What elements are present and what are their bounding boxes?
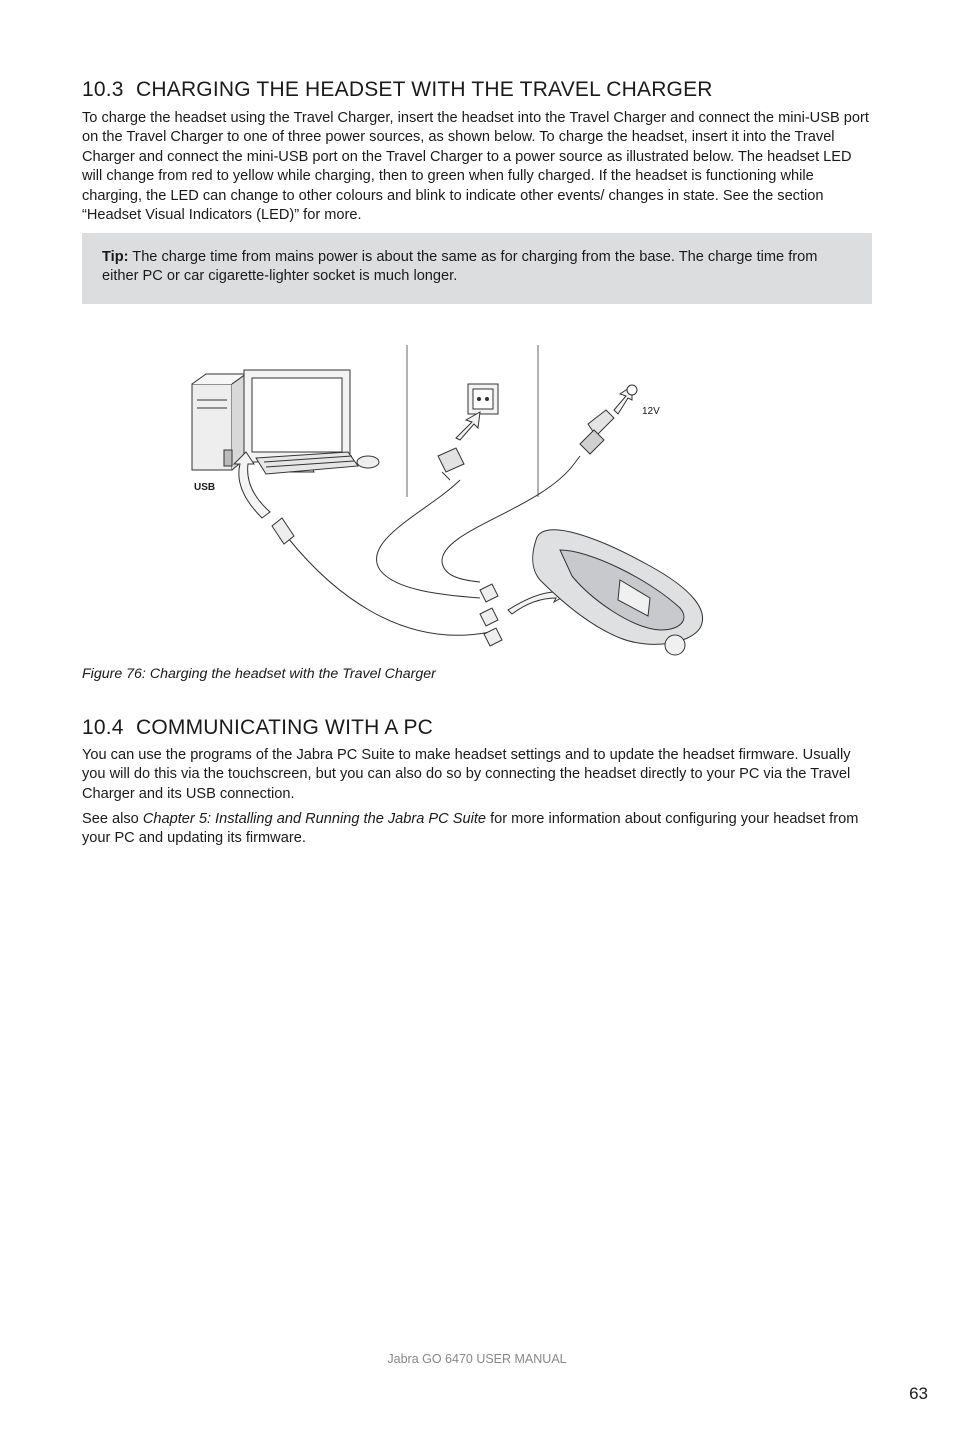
footer-manual-title: Jabra GO 6470 USER MANUAL bbox=[387, 1352, 567, 1366]
tip-box bbox=[82, 233, 872, 304]
page-number: 63 bbox=[909, 1384, 928, 1403]
section-10-4-para-2 bbox=[82, 810, 874, 849]
section-number: 10.4 bbox=[82, 716, 124, 739]
para-suffix: for more information about configuring your headset from your PC and updating its firmware. bbox=[82, 811, 859, 847]
section-10-4-heading bbox=[82, 716, 433, 740]
usb-label: USB bbox=[194, 482, 216, 493]
section-10-3-heading bbox=[82, 78, 713, 102]
12v-label: 12V bbox=[642, 406, 660, 417]
chapter-reference: Chapter 5: Installing and Running the Jabra PC Suite bbox=[142, 811, 487, 827]
tip-label: Tip: bbox=[102, 249, 129, 265]
para-prefix: See also bbox=[82, 811, 143, 827]
tip-text: The charge time from mains power is about the same as for charging from the base. The charge time from either PC or car cigarette-lighter socket is much longer. bbox=[102, 249, 818, 285]
figure-caption: Figure 76: Charging the headset with the Travel Charger bbox=[82, 666, 436, 682]
section-number: 10.3 bbox=[82, 78, 124, 101]
section-10-4-para-1: You can use the programs of the Jabra PC Suite to make headset settings and to update the headset firmware. Usually you will do this via the touchscreen, but you can also do so by connecting the headset directly to your PC via the Travel Charger and its USB connection. bbox=[82, 747, 851, 802]
section-title: COMMUNICATING WITH A PC bbox=[136, 716, 434, 739]
travel-charger-illustration bbox=[180, 340, 720, 670]
section-title: CHARGING THE HEADSET WITH THE TRAVEL CHARGER bbox=[136, 78, 713, 101]
section-10-3-body: To charge the headset using the Travel Charger, insert the headset into the Travel Charger and connect the mini-USB port on the Travel Charger to one of three power sources, as shown below. To charge the headset, insert it into the Travel Charger and connect the mini-USB port on the Travel Charger to a power source as illustrated below. The headset LED will change from red to yellow while charging, then to green when fully charged. If the headset is functioning while charging, the LED can change to other colours and blink to indicate other events/ changes in state. See the section “Headset Visual Indicators (LED)” for more. bbox=[82, 110, 869, 224]
